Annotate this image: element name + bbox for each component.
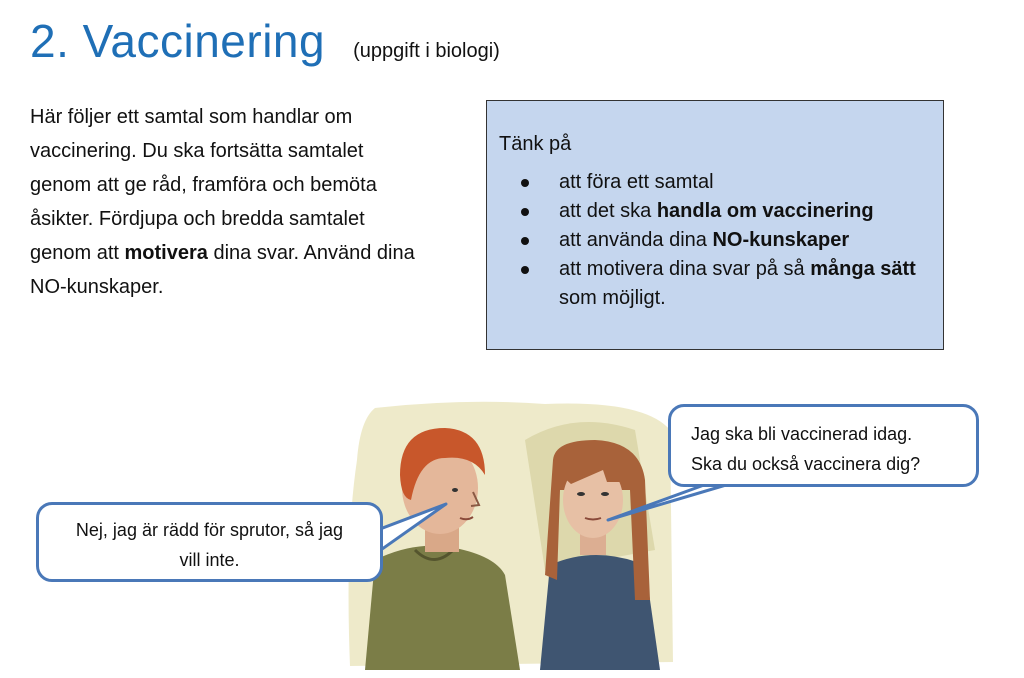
tip-text: att motivera dina svar på så: [559, 258, 811, 280]
tips-heading: Tänk på: [499, 133, 572, 155]
tip-item: [499, 197, 931, 226]
page-subtitle: (uppgift i biologi): [353, 40, 500, 62]
tips-list: [499, 168, 931, 313]
conversation-illustration: [345, 400, 675, 670]
intro-text-2: dina svar. Använd dina NO-kunskaper.: [30, 242, 415, 298]
girl-speech-bubble: [668, 404, 979, 487]
tip-text: att använda dina: [559, 229, 713, 251]
boy-line-1: Nej, jag är rädd för sprutor, så jag: [75, 520, 344, 540]
tip-text: att det ska: [559, 200, 657, 222]
tip-item: [499, 168, 931, 197]
tip-bold: handla om vaccinering: [656, 200, 874, 222]
tips-box: [486, 100, 944, 350]
tip-text: att föra ett samtal: [559, 171, 714, 193]
girl-line-2: Ska du också vaccinera dig?: [691, 454, 921, 474]
tip-bold: NO-kunskaper: [712, 229, 850, 251]
tip-item: [499, 226, 931, 255]
boy-speech-bubble: [36, 502, 383, 582]
intro-bold: motivera: [124, 242, 208, 264]
title-row: [30, 14, 500, 68]
tip-after: som möjligt.: [559, 287, 666, 309]
intro-text-1: Här följer ett samtal som handlar om vaccinering. Du ska fortsätta samtalet genom att ge råd, framföra och bemöta åsikter. Fördjupa och bredda samtalet genom att: [30, 106, 377, 264]
tip-item: [499, 255, 931, 313]
boy-line-2: vill inte.: [179, 550, 240, 570]
tip-bold: många sätt: [810, 258, 916, 280]
girl-line-1: Jag ska bli vaccinerad idag.: [691, 424, 913, 444]
page-title: 2. Vaccinering: [30, 15, 326, 67]
intro-paragraph: [30, 100, 430, 304]
